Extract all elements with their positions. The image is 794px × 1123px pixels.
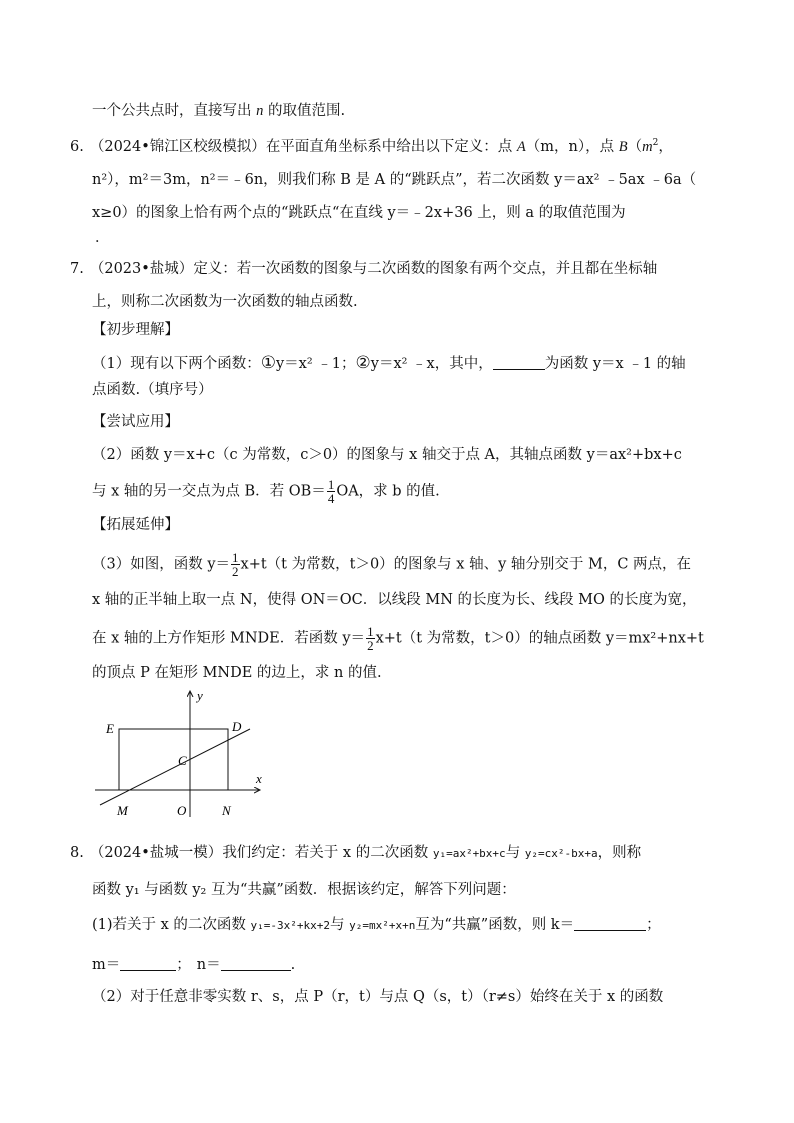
q7-line1: 7. （2023•盐城）定义：若一次函数的图象与二次函数的图象有两个交点，并且都在坐标轴 (70, 261, 658, 277)
fraction-one-quarter: $\frac{1}{4}$ (327, 477, 335, 506)
continued-text: 一个公共点时，直接写出 n 的取值范围. (92, 103, 346, 119)
q7-part3-line2: x 轴的正半轴上取一点 N，使得 ON＝OC．以线段 MN 的长度为长、线段 MO 的长度为宽， (92, 592, 697, 608)
answer-blank-k[interactable] (574, 916, 646, 931)
q6-line3: x≥0）的图象上恰有两个点的“跳跃点“在直线 y＝﹣2x+36 上，则 a 的取值范围为 (92, 205, 626, 221)
answer-blank-m[interactable] (120, 956, 176, 971)
label-y: y (197, 688, 203, 703)
label-d: D (232, 719, 242, 734)
label-n: N (222, 803, 231, 818)
q8-line2: 函数 y₁ 与函数 y₂ 互为“共赢”函数．根据该约定，解答下列问题： (92, 882, 516, 898)
q6-line4: ． (95, 230, 110, 246)
q8-number: 8. (70, 845, 84, 861)
label-e: E (106, 721, 114, 736)
label-c: C (178, 753, 187, 768)
fraction-one-half-2: $\frac{1}{2}$ (367, 624, 374, 653)
q7-part2-line2: 与 x 轴的另一交点为点 B．若 OB＝ $\frac{1}{4}$ OA，求 b 的值. (92, 477, 440, 506)
geometry-figure (90, 685, 280, 820)
q7-heading-2: 【尝试应用】 (92, 414, 179, 430)
q7-heading-1: 【初步理解】 (92, 322, 179, 338)
fraction-one-half: $\frac{1}{2}$ (232, 550, 239, 579)
label-x: x (256, 771, 262, 786)
q7-part1-line1: （1）现有以下两个函数：①y＝x² ﹣1；②y＝x² ﹣x，其中， 为函数 y＝x ﹣1 的轴 (92, 353, 686, 373)
q7-part1-line2: 点函数.（填序号） (92, 382, 213, 398)
q7-heading-3: 【拓展延伸】 (92, 517, 179, 533)
q8-part2-line1: （2）对于任意非零实数 r、s，点 P（r，t）与点 Q（s，t）（r≠s）始终在关于 x 的函数 (92, 989, 664, 1005)
q7-number: 7. (70, 261, 84, 277)
q7-part2-line1: （2）函数 y＝x+c（c 为常数，c＞0）的图象与 x 轴交于点 A，其轴点函数 y＝ax²+bx+c (92, 447, 682, 463)
q7-part3-line1: （3）如图，函数 y＝ $\frac{1}{2}$ x+t（t 为常数，t＞0）的图象与 x 轴、y 轴分别交于 M，C 两点，在 (92, 550, 692, 579)
q6-number: 6. (70, 139, 84, 155)
q7-part3-line3: 在 x 轴的上方作矩形 MNDE．若函数 y＝ $\frac{1}{2}$ x+t（t 为常数，t＞0）的轴点函数 y＝mx²+nx+t (92, 624, 704, 653)
answer-blank[interactable] (493, 355, 545, 370)
rectangle-mnde (119, 729, 228, 790)
q7-source: （2023•盐城） (89, 261, 194, 277)
q7-line2: 上，则称二次函数为一次函数的轴点函数. (92, 294, 358, 310)
q6-source: （2024•锦江区校级模拟） (89, 139, 266, 155)
q8-part1-line2: m＝ ； n＝ . (92, 957, 296, 973)
q7-part3-line4: 的顶点 P 在矩形 MNDE 的边上，求 n 的值. (92, 665, 382, 681)
q8-line1: 8. （2024•盐城一模）我们约定：若关于 x 的二次函数 y₁=ax²+bx+c与 y₂=cx²-bx+a，则称 (70, 845, 642, 861)
answer-blank-n[interactable] (221, 956, 291, 971)
label-o: O (177, 803, 187, 818)
q8-part1-line1: (1)若关于 x 的二次函数 y₁=-3x²+kx+2与 y₂=mx²+x+n互为“共赢”函数，则 k＝ ； (92, 917, 661, 933)
q8-source: （2024•盐城一模） (89, 845, 223, 861)
label-m: M (117, 803, 128, 818)
q6-line2: n²），m²＝3m，n²＝﹣6n，则我们称 B 是 A 的“跳跃点”，若二次函数 y＝ax² ﹣5ax ﹣6a（ (92, 172, 697, 188)
q6-line1: 6. （2024•锦江区校级模拟）在平面直角坐标系中给出以下定义：点 A（m，n），点 $B(m^2$， (70, 138, 673, 155)
